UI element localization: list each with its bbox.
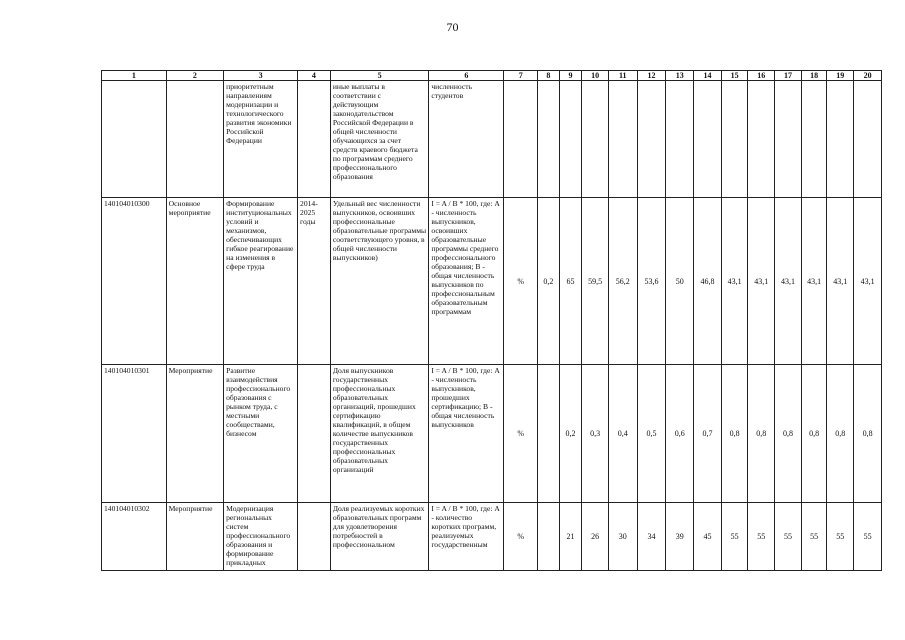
header-cell: 5 bbox=[330, 71, 429, 81]
value-cell: 55 bbox=[801, 503, 827, 571]
row-unit: % bbox=[504, 198, 538, 365]
header-cell: 9 bbox=[559, 71, 582, 81]
continued-name-text: приоритетным направлениям модернизации и технологического развития экономики Российской Федерации bbox=[224, 81, 298, 198]
value-cell: 50 bbox=[666, 198, 694, 365]
row-period bbox=[298, 503, 331, 571]
row-name: Формирование институциональных условий и механизмов, обеспечивающих гибкое реагирование на изменения в сфере труда bbox=[224, 198, 298, 365]
value-cell: 55 bbox=[721, 503, 748, 571]
value-cell: 0,8 bbox=[827, 365, 854, 503]
value-cell: 39 bbox=[666, 503, 694, 571]
value-cell: 43,1 bbox=[775, 198, 802, 365]
continuation-row bbox=[102, 81, 882, 198]
empty-cell bbox=[298, 81, 331, 198]
row-code: 140104010302 bbox=[102, 503, 167, 571]
header-cell: 10 bbox=[582, 71, 609, 81]
page-number: 70 bbox=[446, 20, 459, 34]
row-unit: % bbox=[504, 503, 538, 571]
table-row bbox=[102, 365, 882, 503]
value-cell: 53,6 bbox=[637, 198, 666, 365]
header-cell: 15 bbox=[721, 71, 748, 81]
continued-formula-text: численность студентов bbox=[429, 81, 504, 198]
header-cell: 6 bbox=[429, 71, 504, 81]
row-type: Мероприятие bbox=[166, 503, 223, 571]
row-period: 2014-2025 годы bbox=[298, 198, 331, 365]
value-cell: 55 bbox=[854, 503, 882, 571]
continued-indicator-text: иные выплаты в соответствии с действующим законодательством Российской Федерации в общей численности обучающихся за счет средств краевого бюджета по программам среднего профессионального образования bbox=[330, 81, 429, 198]
row-period bbox=[298, 365, 331, 503]
value-cell: 26 bbox=[582, 503, 609, 571]
value-cell: 55 bbox=[748, 503, 775, 571]
value-cell: 34 bbox=[637, 503, 666, 571]
value-cell: 0,3 bbox=[582, 365, 609, 503]
row-indicator: Удельный вес численности выпускников, освоивших профессиональные образовательные программы соответствующего уровня, в общей численности выпускников) bbox=[330, 198, 429, 365]
value-cell: 56,2 bbox=[608, 198, 637, 365]
value-cell: 0,2 bbox=[559, 365, 582, 503]
header-cell: 12 bbox=[637, 71, 666, 81]
header-cell: 20 bbox=[854, 71, 882, 81]
header-cell: 14 bbox=[694, 71, 722, 81]
row-type: Основное мероприятие bbox=[166, 198, 223, 365]
value-cell bbox=[538, 503, 560, 571]
value-cell: 55 bbox=[827, 503, 854, 571]
value-cell: 43,1 bbox=[801, 198, 827, 365]
value-cell: 30 bbox=[608, 503, 637, 571]
value-cell: 21 bbox=[559, 503, 582, 571]
row-code: 140104010300 bbox=[102, 198, 167, 365]
header-cell: 3 bbox=[224, 71, 298, 81]
value-cell: 43,1 bbox=[854, 198, 882, 365]
row-unit: % bbox=[504, 365, 538, 503]
row-type: Мероприятие bbox=[166, 365, 223, 503]
value-cell: 0,8 bbox=[801, 365, 827, 503]
header-cell: 2 bbox=[166, 71, 223, 81]
row-indicator: Доля реализуемых коротких образовательных программ для удовлетворения потребностей в профессиональном bbox=[330, 503, 429, 571]
value-cell: 55 bbox=[775, 503, 802, 571]
header-cell: 13 bbox=[666, 71, 694, 81]
table-row bbox=[102, 503, 882, 571]
value-cell: 65 bbox=[559, 198, 582, 365]
header-row bbox=[102, 71, 882, 81]
header-cell: 17 bbox=[775, 71, 802, 81]
header-cell: 8 bbox=[538, 71, 560, 81]
value-cell: 0,8 bbox=[854, 365, 882, 503]
value-cell: 45 bbox=[694, 503, 722, 571]
row-formula: I = A / B * 100, где: A - численность выпускников, прошедших сертификацию; B - общая численность выпускников bbox=[429, 365, 504, 503]
value-cell: 0,7 bbox=[694, 365, 722, 503]
value-cell: 0,5 bbox=[637, 365, 666, 503]
value-cell: 43,1 bbox=[827, 198, 854, 365]
value-cell: 0,8 bbox=[748, 365, 775, 503]
value-cell: 0,8 bbox=[775, 365, 802, 503]
row-formula: I = A / B * 100, где: A - количество коротких программ, реализуемых государственным bbox=[429, 503, 504, 571]
row-formula: I = A / B * 100, где: A - численность выпускников, освоивших образовательные программы среднего профессионального образования; B - общая численность выпускников по профессиональным образовательным программам bbox=[429, 198, 504, 365]
value-cell: 0,4 bbox=[608, 365, 637, 503]
value-cell: 59,5 bbox=[582, 198, 609, 365]
empty-cell bbox=[102, 81, 167, 198]
row-name: Модернизация региональных систем профессионального образования и формирование прикладных bbox=[224, 503, 298, 571]
program-table bbox=[101, 70, 882, 571]
header-cell: 1 bbox=[102, 71, 167, 81]
row-code: 140104010301 bbox=[102, 365, 167, 503]
header-cell: 7 bbox=[504, 71, 538, 81]
value-cell: 46,8 bbox=[694, 198, 722, 365]
header-cell: 4 bbox=[298, 71, 331, 81]
value-cell: 43,1 bbox=[748, 198, 775, 365]
value-cell: 0,2 bbox=[538, 198, 560, 365]
empty-cell bbox=[166, 81, 223, 198]
header-cell: 11 bbox=[608, 71, 637, 81]
value-cell: 43,1 bbox=[721, 198, 748, 365]
value-cell bbox=[538, 365, 560, 503]
row-indicator: Доля выпускников государственных профессиональных образовательных организаций, прошедших сертификацию квалификаций, в общем количестве выпускников государственных профессиональных образовательных организаций bbox=[330, 365, 429, 503]
value-cell: 0,8 bbox=[721, 365, 748, 503]
table-row bbox=[102, 198, 882, 365]
row-name: Развитие взаимодействия профессионального образования с рынком труда, с местными сообществами, бизнесом bbox=[224, 365, 298, 503]
header-cell: 19 bbox=[827, 71, 854, 81]
header-cell: 18 bbox=[801, 71, 827, 81]
value-cell: 0,6 bbox=[666, 365, 694, 503]
header-cell: 16 bbox=[748, 71, 775, 81]
